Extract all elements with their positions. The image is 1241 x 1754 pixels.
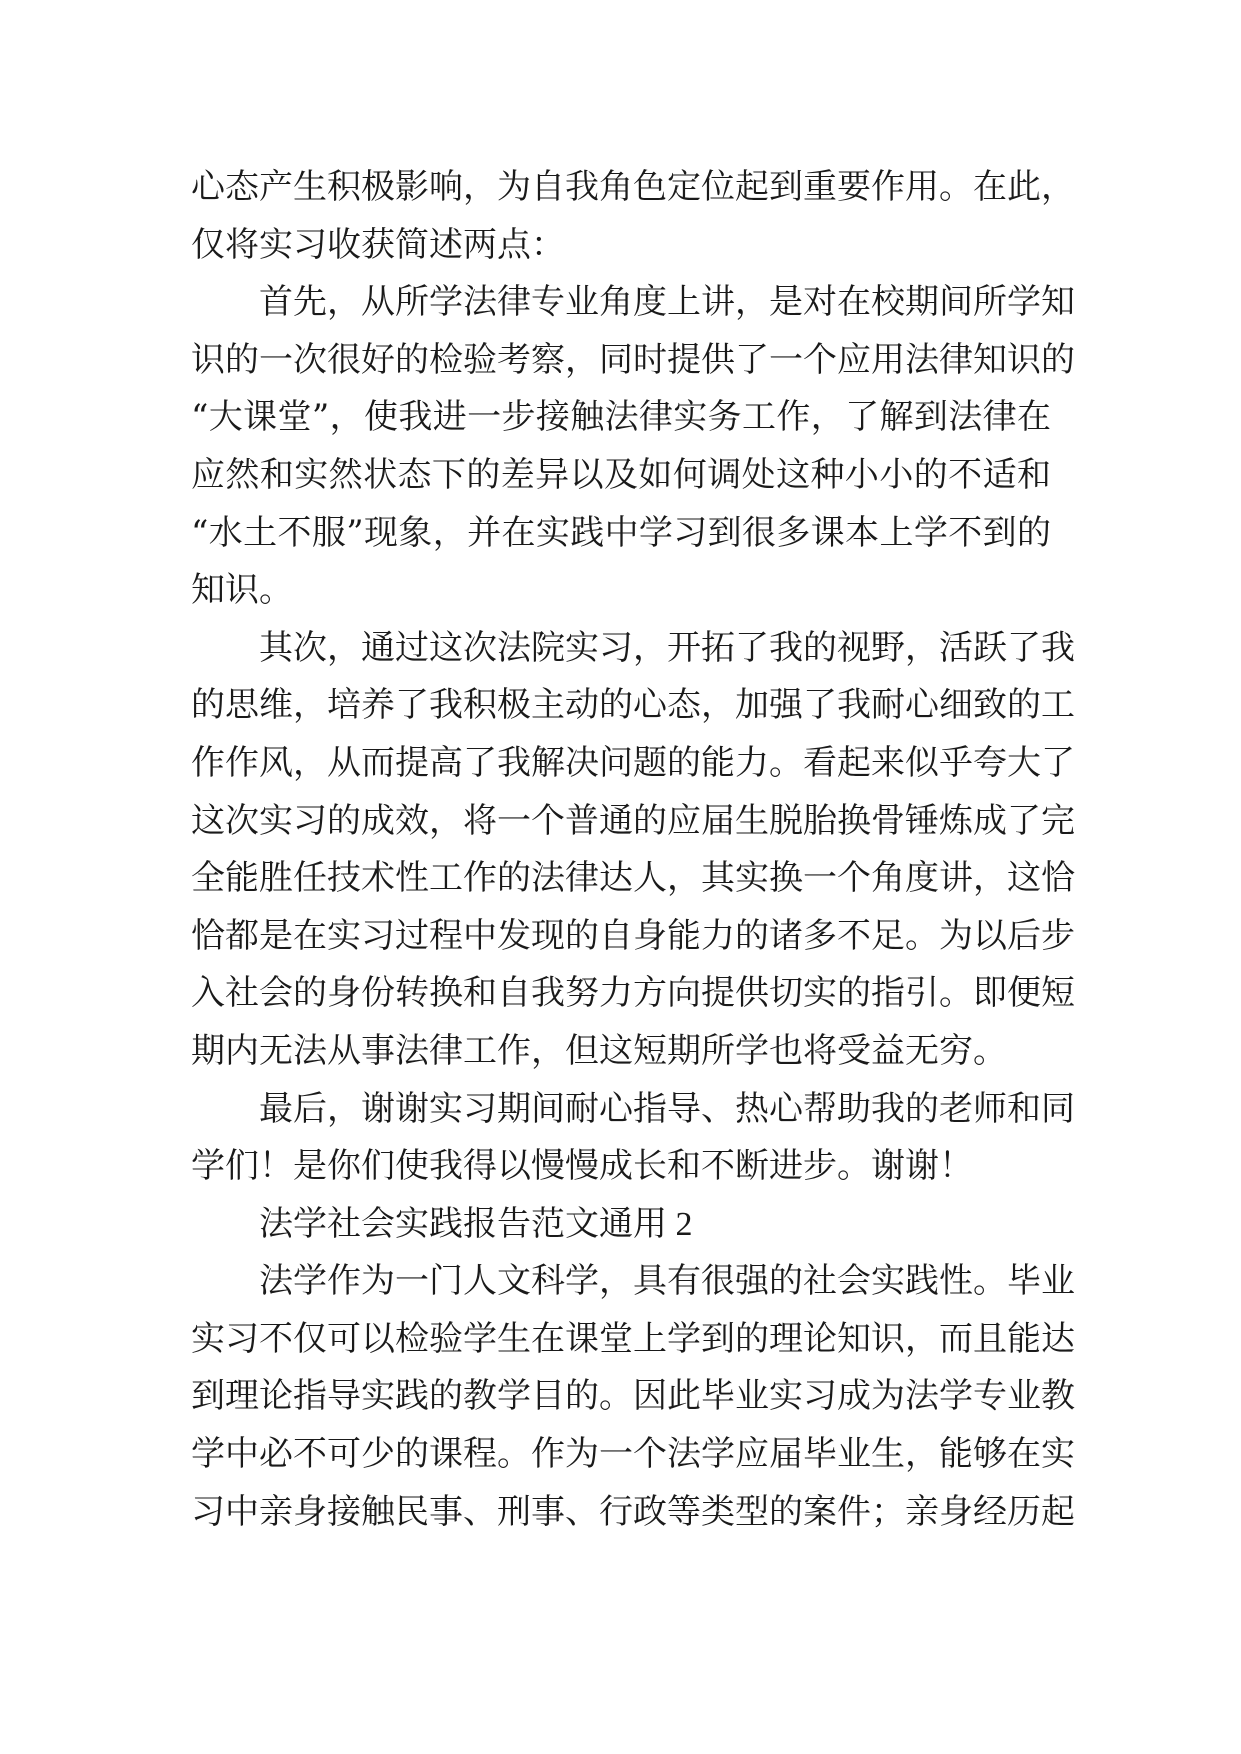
text-line: 学们！是你们使我得以慢慢成长和不断进步。谢谢！ [191, 1146, 973, 1187]
text-line: 心态产生积极影响，为自我角色定位起到重要作用。在此， [191, 167, 1075, 207]
text-line: 识的一次很好的检验考察，同时提供了一个应用法律知识的 [191, 339, 1075, 380]
text-line: 习中亲身接触民事、刑事、行政等类型的案件；亲身经历起 [191, 1491, 1075, 1532]
text-line: 期内无法从事法律工作，但这短期所学也将受益无穷。 [191, 1030, 1007, 1071]
text-line: 学中必不可少的课程。作为一个法学应届毕业生，能够在实 [191, 1434, 1075, 1475]
text-line: 恰都是在实习过程中发现的自身能力的诸多不足。为以后步 [191, 915, 1075, 956]
text-line: 最后，谢谢实习期间耐心指导、热心帮助我的老师和同 [259, 1088, 1075, 1129]
text-line: 全能胜任技术性工作的法律达人，其实换一个角度讲，这恰 [191, 858, 1075, 899]
text-line: “大课堂”，使我进一步接触法律实务工作，了解到法律在 [191, 397, 1051, 438]
text-line: “水土不服”现象，并在实践中学习到很多课本上学不到的 [191, 512, 1051, 553]
text-line: 应然和实然状态下的差异以及如何调处这种小小的不适和 [191, 454, 1051, 495]
text-line: 作作风，从而提高了我解决问题的能力。看起来似乎夸大了 [191, 742, 1075, 783]
text-line: 这次实习的成效，将一个普通的应届生脱胎换骨锤炼成了完 [191, 800, 1075, 841]
text-line: 法学作为一门人文科学，具有很强的社会实践性。毕业 [259, 1261, 1075, 1302]
section-heading: 法学社会实践报告范文通用 2 [259, 1205, 693, 1243]
text-line: 实习不仅可以检验学生在课堂上学到的理论知识，而且能达 [191, 1318, 1075, 1359]
document-body [191, 159, 1075, 1541]
text-line: 到理论指导实践的教学目的。因此毕业实习成为法学专业教 [191, 1376, 1075, 1417]
text-line: 其次，通过这次法院实习，开拓了我的视野，活跃了我 [259, 627, 1075, 668]
text-line: 入社会的身份转换和自我努力方向提供切实的指引。即便短 [191, 973, 1075, 1014]
text-line: 的思维，培养了我积极主动的心态，加强了我耐心细致的工 [191, 685, 1075, 726]
text-line: 知识。 [191, 570, 293, 611]
text-line: 仅将实习收获简述两点： [191, 224, 565, 265]
text-line: 首先，从所学法律专业角度上讲，是对在校期间所学知 [259, 282, 1075, 323]
